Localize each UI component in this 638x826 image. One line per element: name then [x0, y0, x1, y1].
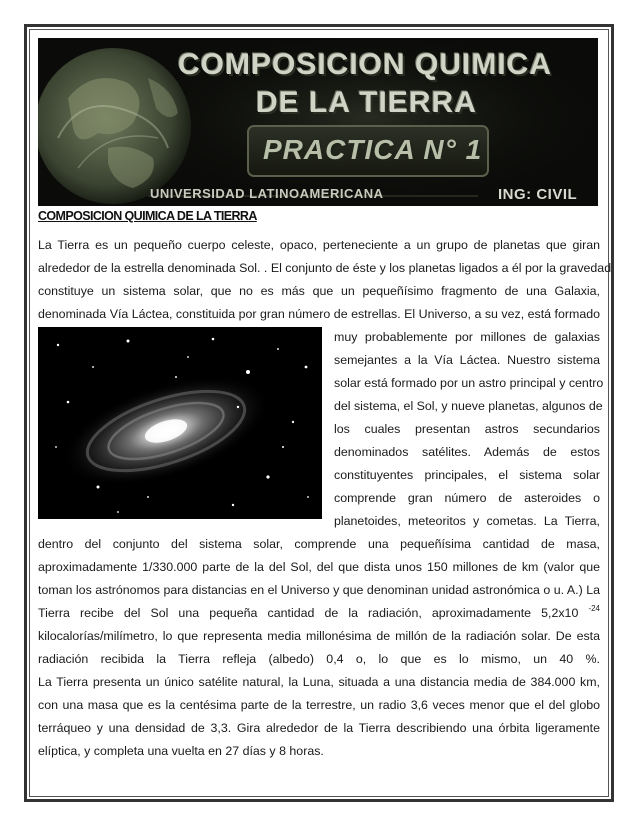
paragraph-line: constituye un sistema solar, que no es más que un pequeñísimo fragmento de una Galaxia, [38, 284, 600, 298]
galaxy-illustration [38, 327, 322, 519]
paragraph-line: alrededor de la estrella denominada Sol. . El conjunto de éste y los planetas ligados a él por la gravedad [38, 261, 612, 275]
paragraph-line: La Tierra es un pequeño cuerpo celeste, opaco, perteneciente a un grupo de planetas que giran [38, 238, 600, 252]
galaxy-image [38, 327, 322, 519]
paragraph-line: terráqueo y una densidad de 3,3. Gira alrededor de la Tierra describiendo una órbita ligeramente [38, 721, 600, 735]
banner-practice-label: PRACTICA N° 1 [263, 134, 483, 165]
paragraph-line: radiación recibida la Tierra refleja (albedo) 0,4 o, lo que es lo mismo, un 40 %. [38, 652, 600, 666]
side-text-line: constituyentes principales, el sistema solar [334, 468, 600, 482]
paragraph-line: kilocalorías/milímetro, lo que representa media millonésima de millón de la radiación solar. De esta [38, 629, 600, 643]
banner-title-line1: COMPOSICION QUIMICA [178, 48, 553, 81]
paragraph-line: toman los astrónomos para distancias en el Universo y que denominan unidad astronómica o u. A.) La [38, 583, 600, 597]
paragraph-text: Tierra recibe del Sol una pequeña cantidad de la radiación, aproximadamente 5,2x10 [38, 606, 579, 620]
paragraph-line: La Tierra presenta un único satélite natural, la Luna, situada a una distancia media de 384.000 km, [38, 675, 600, 689]
side-text-line: del sistema, el Sol, y nueve planetas, algunos de [334, 399, 603, 413]
exponent: -24 [588, 604, 600, 613]
banner-university: UNIVERSIDAD LATINOAMERICANA [150, 186, 384, 201]
banner-career: ING: CIVIL [498, 186, 578, 203]
side-text-line: planetoides, meteoritos y cometas. La Tierra, [334, 514, 600, 528]
paragraph-line: dentro del conjunto del sistema solar, comprende una pequeñísima cantidad de masa, [38, 537, 600, 551]
side-text-line: los cuales presentan astros secundarios [334, 422, 600, 436]
side-text-line: semejantes a la Vía Láctea. Nuestro sistema [334, 353, 600, 367]
header-banner [38, 38, 598, 206]
paragraph-line: con una masa que es la centésima parte de la terrestre, un radio 3,6 veces menor que el del globo [38, 698, 600, 712]
paragraph-line [38, 602, 600, 625]
paragraph-line: aproximadamente 1/330.000 parte de la del Sol, del que dista unos 150 millones de km (valor que [38, 560, 600, 574]
side-text-line: denominados satélites. Además de estos [334, 445, 600, 459]
side-text-line: comprende gran número de asteroides o [334, 491, 600, 505]
section-heading: COMPOSICION QUIMICA DE LA TIERRA [38, 209, 257, 223]
banner-title-line2: DE LA TIERRA [256, 86, 477, 119]
side-text-line: muy probablemente por millones de galaxias [334, 330, 600, 344]
paragraph-line: denominada Vía Láctea, constituida por gran número de estrellas. El Universo, a su vez, está formado [38, 307, 600, 321]
side-text-line: solar está formado por un astro principal y centro [334, 376, 604, 390]
paragraph-line: elíptica, y completa una vuelta en 27 días y 8 horas. [38, 744, 324, 758]
